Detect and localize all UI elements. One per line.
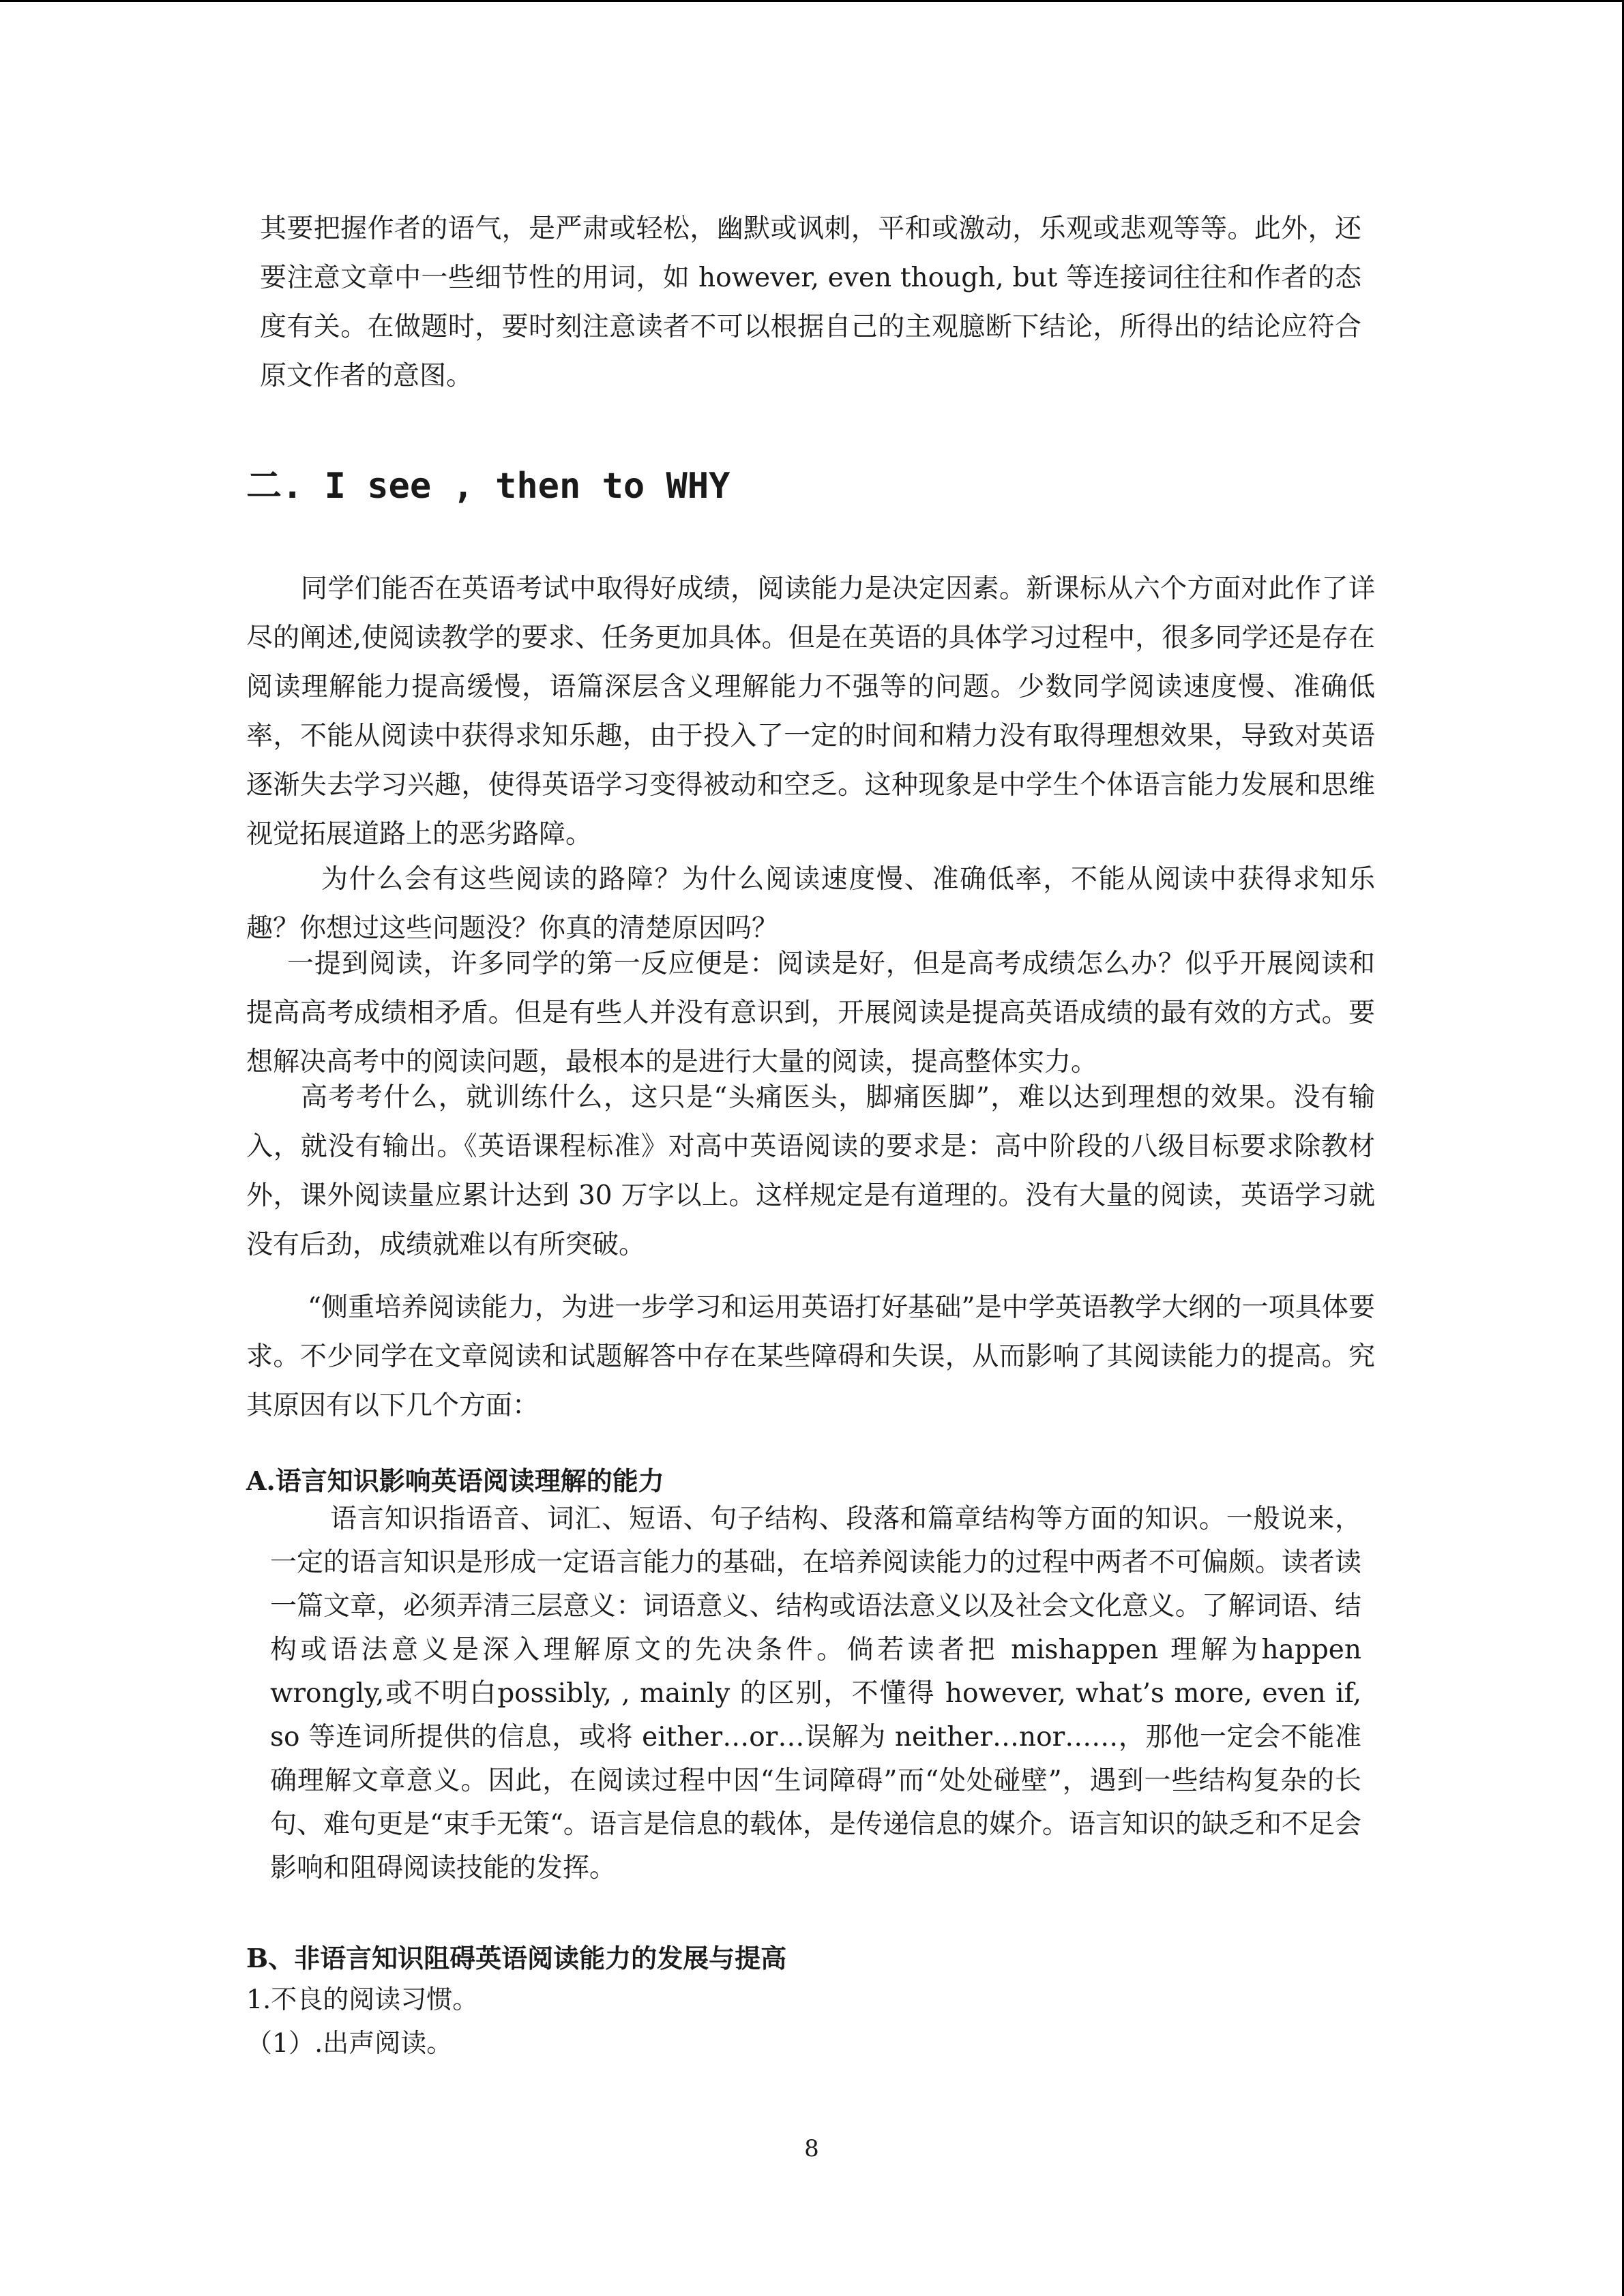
paragraph-syllabus: “侧重培养阅读能力，为进一步学习和运用英语打好基础”是中学英语教学大纲的一项具体要求。不少同学在文章阅读和试题解答中存在某些障碍和失误，从而影响了其阅读能力的提高。究其原因有以下几个方面： xyxy=(246,1292,1375,1421)
paragraph-language-knowledge: 语言知识指语音、词汇、短语、句子结构、段落和篇章结构等方面的知识。一般说来，一定的语言知识是形成一定语言能力的基础，在培养阅读能力的过程中两者不可偏颇。读者读一篇文章，必须弄清三层意义：词语意义、结构或语法意义以及社会文化意义。了解词语、结构或语法意义是深入理解原文的先决条件。倘若读者把 mishappen 理解为happen wrongly,或不明白possibly, , mainly 的区别，不懂得 however, what’s more, even if, so 等连词所提供的信息，或将 either…or…误解为 neither…nor……，那他一定会不能准确理解文章意义。因此，在阅读过程中因“生词障碍”而“处处碰壁”，遇到一些结构复杂的长句、难句更是“束手无策“。语言是信息的载体，是传递信息的媒介。语言知识的缺乏和不足会影响和阻碍阅读技能的发挥。 xyxy=(270,1504,1361,1883)
paragraph-training: 高考考什么，就训练什么，这只是“头痛医头，脚痛医脚”，难以达到理想的效果。没有输入，就没有输出。《英语课程标准》对高中英语阅读的要求是：高中阶段的八级目标要求除教材外，课外阅读量应累计达到 30 万字以上。这样规定是有道理的。没有大量的阅读，英语学习就没有后劲，成绩就难以有所突破。 xyxy=(246,1082,1375,1260)
paragraph-intro: 同学们能否在英语考试中取得好成绩，阅读能力是决定因素。新课标从六个方面对此作了详尽的阐述,使阅读教学的要求、任务更加具体。但是在英语的具体学习过程中，很多同学还是存在阅读理解能力提高缓慢，语篇深层含义理解能力不强等的问题。少数同学阅读速度慢、准确低率，不能从阅读中获得求知乐趣，由于投入了一定的时间和精力没有取得理想效果，导致对英语逐渐失去学习兴趣，使得英语学习变得被动和空乏。这种现象是中学生个体语言能力发展和思维视觉拓展道路上的恶劣路障。 xyxy=(246,573,1375,850)
paragraph-question: 为什么会有这些阅读的路障？为什么阅读速度慢、准确低率，不能从阅读中获得求知乐趣？你想过这些问题没？你真的清楚原因吗？ xyxy=(246,864,1375,944)
paragraph-reading-exam: 一提到阅读，许多同学的第一反应便是：阅读是好，但是高考成绩怎么办？似乎开展阅读和提高高考成绩相矛盾。但是有些人并没有意识到，开展阅读是提高英语成绩的最有效的方式。要想解决高考中的阅读问题，最根本的是进行大量的阅读，提高整体实力。 xyxy=(246,949,1375,1077)
section-b-heading: B、非语言知识阻碍英语阅读能力的发展与提高 xyxy=(246,1943,787,1973)
paragraph-continued: 其要把握作者的语气，是严肃或轻松，幽默或讽刺，平和或激动，乐观或悲观等等。此外，还要注意文章中一些细节性的用词，如 however, even though, but 等连接词往往和作者的态度有关。在做题时，要时刻注意读者不可以根据自己的主观臆断下结论，所得出的结论应符合原文作者的意图。 xyxy=(260,213,1361,391)
list-item-1-1: （1）.出声阅读。 xyxy=(246,2028,453,2058)
list-item-1: 1.不良的阅读习惯。 xyxy=(246,1984,479,2014)
section-heading-2: 二. I see , then to WHY xyxy=(246,466,730,507)
page-top-border xyxy=(0,0,1624,2)
page-number: 8 xyxy=(804,2135,819,2162)
section-a-heading: A.语言知识影响英语阅读理解的能力 xyxy=(246,1465,664,1496)
